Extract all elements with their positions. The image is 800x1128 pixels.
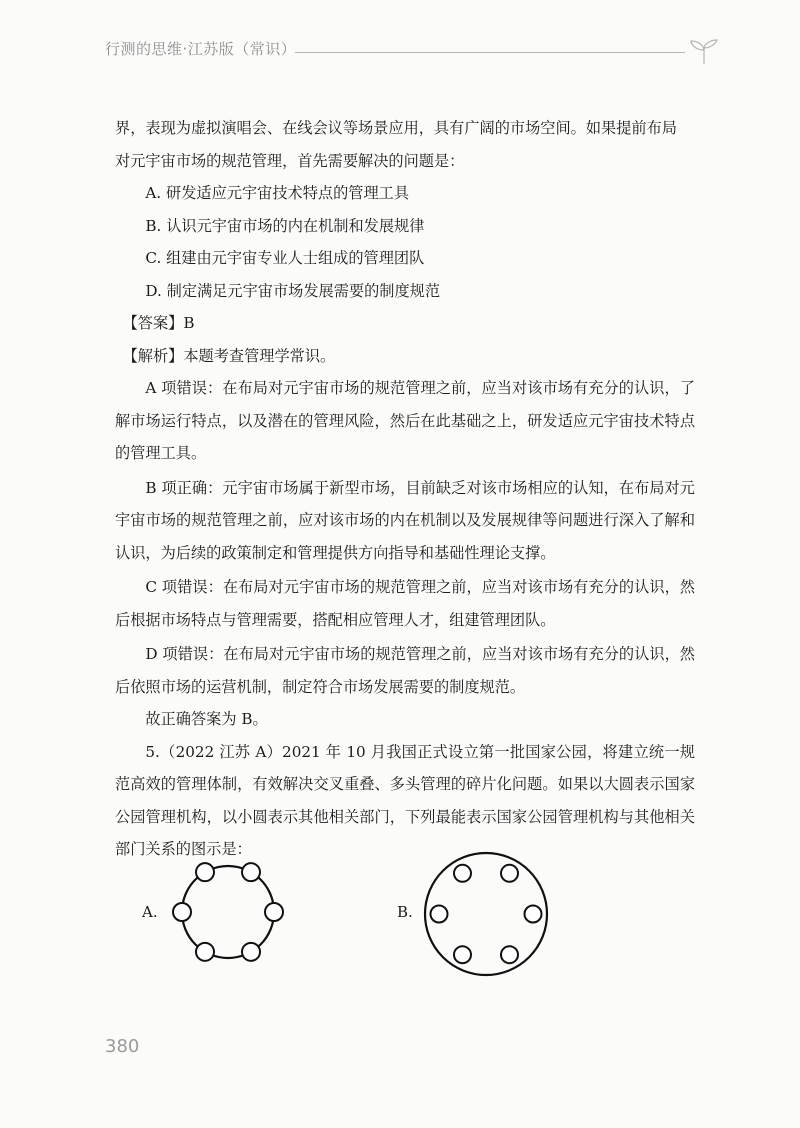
question-figure	[115, 840, 615, 980]
small-circle	[501, 865, 518, 882]
option-c: C. 组建由元宇宙专业人士组成的管理团队	[145, 249, 425, 267]
analysis-line	[115, 340, 695, 373]
figure-option-a-label: A.	[142, 903, 158, 921]
running-title: 行测的思维·江苏版（常识）	[105, 40, 297, 58]
explanation-c: C 项错误：在布局对元宇宙市场的规范管理之前，应当对该市场有充分的认识，然后根据市场特点与管理需要，搭配相应管理人才，组建管理团队。	[115, 578, 695, 629]
explanation-d: D 项错误：在布局对元宇宙市场的规范管理之前，应当对该市场有充分的认识，然后依照市场的运营机制，制定符合市场发展需要的制度规范。	[115, 645, 695, 696]
analysis-label: 【解析】	[122, 346, 184, 365]
big-circle	[182, 866, 274, 958]
figure-option-a-diagram	[170, 845, 290, 975]
small-circle	[242, 863, 260, 881]
answer-label: 【答案】	[122, 314, 184, 332]
option-a: A. 研发适应元宇宙技术特点的管理工具	[145, 184, 410, 202]
small-circle	[454, 865, 471, 882]
small-circle	[196, 863, 214, 881]
figure-option-b-label: B.	[397, 903, 413, 921]
option-b: B. 认识元宇宙市场的内在机制和发展规律	[145, 216, 425, 235]
analysis-text: 本题考查管理学常识。	[183, 346, 336, 365]
conclusion: 故正确答案为 B。	[145, 710, 268, 728]
answer-value: B	[183, 314, 195, 332]
question-5: 5.（2022 江苏 A）2021 年 10 月我国正式设立第一批国家公园，将建立统一规范高效的管理体制，有效解决交叉重叠、多头管理的碎片化问题。如果以大圆表示国家公园管理机构，以小圆表示其他相关部门，下列最能表示国家公园管理机构与其他相关部门关系的图示是：	[115, 742, 695, 858]
small-circle	[265, 903, 283, 921]
answer-line	[115, 307, 695, 340]
page-header	[105, 38, 725, 68]
small-circle	[501, 946, 518, 963]
paragraph-line: 界，表现为虚拟演唱会、在线会议等场景应用，具有广阔的市场空间。如果提前布局	[115, 119, 677, 137]
explanation-b: B 项正确：元宇宙市场属于新型市场，目前缺乏对该市场相应的认知，在布局对元宇宙市场的规范管理之前，应对该市场的内在机制以及发展规律等问题进行深入了解和认识，为后续的政策制定和管理提供方向指导和基础性理论支撑。	[115, 478, 695, 562]
option-d: D. 制定满足元宇宙市场发展需要的制度规范	[145, 281, 441, 300]
page-content	[115, 112, 695, 866]
explanation-a: A 项错误：在布局对元宇宙市场的规范管理之前，应当对该市场有充分的认识，了解市场运行特点，以及潜在的管理风险，然后在此基础之上，研发适应元宇宙技术特点的管理工具。	[115, 379, 695, 462]
small-circle	[525, 906, 542, 923]
header-rule	[295, 52, 685, 53]
page-number: 380	[105, 1036, 140, 1057]
small-circle	[431, 906, 448, 923]
small-circle	[242, 943, 260, 961]
paragraph-line: 对元宇宙市场的规范管理，首先需要解决的问题是：	[115, 151, 465, 170]
figure-option-b-diagram	[417, 845, 557, 980]
small-circle	[173, 903, 191, 921]
small-circle	[196, 943, 214, 961]
sprout-icon	[687, 38, 721, 66]
small-circle	[454, 946, 471, 963]
